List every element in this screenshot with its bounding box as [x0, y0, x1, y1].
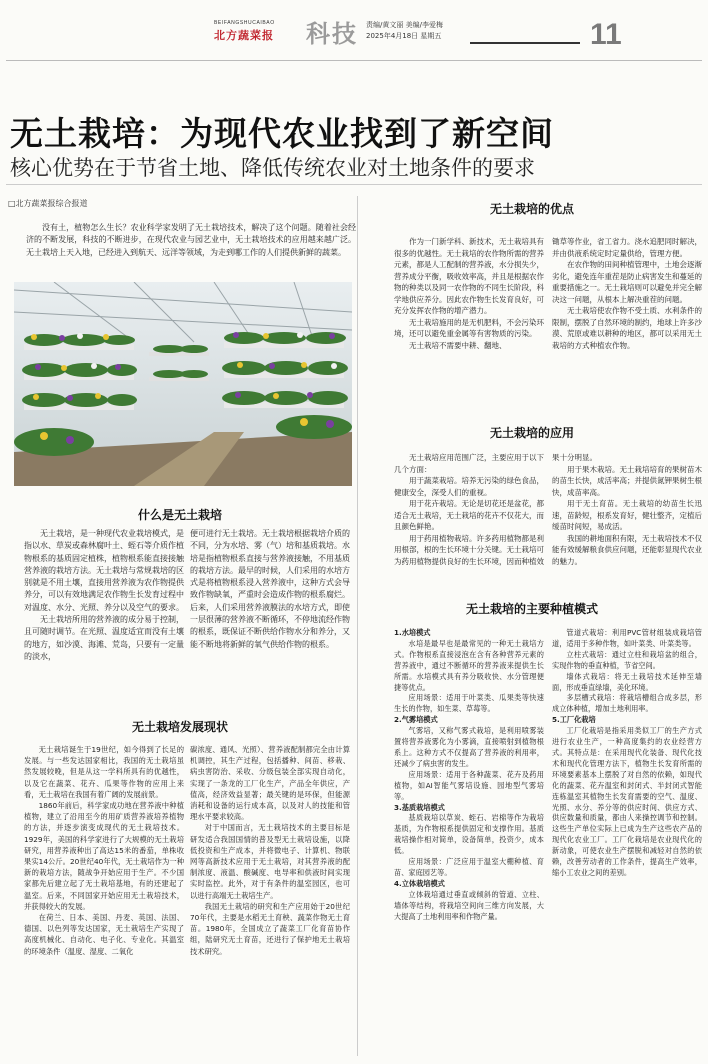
- paragraph: 果十分明显。: [552, 453, 597, 462]
- paragraph: 对于中国而言，无土栽培技术的主要目标是研发适合我国国情的普及型无土栽培设施，以降低投资和生产成本，并将微电子、计算机、物联网等高新技术应用于无土栽培，对其营养液的配制浓度、液温、酸碱度、电导率和供液时间实现实时监控。此外，对于有条件的温室园区，也可以进行高端无土栽培生产。: [190, 823, 350, 900]
- section-title-modes: 无土栽培的主要种植模式: [465, 602, 598, 616]
- paragraph: 应用场景：适用于叶菜类、瓜果类等快速生长的作物，如生菜、草莓等。: [394, 693, 544, 714]
- paragraph: 基质栽培以草炭、蛭石、岩棉等作为栽培基质，为作物根系提供固定和支撑作用。基质栽培操作相对简单，设备简单，投资少，成本低。: [394, 813, 544, 856]
- newspaper-logo: 北方蔬菜报: [214, 29, 274, 42]
- paragraph: 在荷兰、日本、美国、丹麦、英国、法国、德国、以色列等发达国家，无土栽培生产实现了高度机械化、自动化、电子化、专业化。其温室的环境条件（温度、湿度、二氧化: [24, 913, 184, 956]
- paragraph: 碳浓度、通风、光照）、营养液配制都完全由计算机调控，其生产过程，包括播种、间苗、移栽、病虫害防治、采收、分级包装全部实现自动化，实现了一条龙的工厂化生产，产品全年供应，产值高，经济效益显著；最关键的是环保，但能源消耗和设备的运行成本高，以及对人的技能和管理水平要求较高。: [190, 745, 350, 822]
- section-title-history: 无土栽培发展现状: [131, 720, 228, 734]
- section-title-what-is: 什么是无土栽培: [137, 508, 222, 522]
- paragraph: 气雾培，又称气雾式栽培，是利用喷雾装置将营养液雾化为小雾滴，直接喷射到植物根系上。这种方式不仅提高了营养液的利用率，还减少了病虫害的发生。: [394, 726, 544, 768]
- paragraph: 无土栽培不需要中耕、翻地、: [409, 340, 507, 350]
- paragraph: 无土栽培使农作物不受土质、水利条件的限制，摆脱了自然环境的制约，地球上许多沙漠、荒原或难以耕种的地区，都可以采用无土栽培的方式种植农作物。: [552, 306, 702, 350]
- paragraph: 锄草等作业，省工省力。浇水追肥同时解决，并由供液系统定时定量供给，管理方便。: [552, 237, 702, 258]
- what-is-right-column: [190, 528, 350, 651]
- paragraph: 多层槽式栽培：将栽培槽组合成多层，形成立体种植，增加土地利用率。: [552, 693, 702, 714]
- logo-pinyin: BEIFANGSHUCAIBAO: [214, 20, 275, 26]
- paragraph: 用于药用植物栽培。许多药用植物都是利用根部，根的生长环境十分关键。无土栽培可为药用植物提供良好的生长环境，因而种植效: [394, 533, 544, 566]
- section-title-applications: 无土栽培的应用: [489, 426, 574, 440]
- top-divider: [6, 60, 702, 61]
- greenhouse-photo: [14, 282, 352, 486]
- section-title-advantages: 无土栽培的优点: [489, 202, 574, 216]
- page-number: 11: [590, 18, 622, 51]
- header-divider: [470, 42, 580, 44]
- history-left-column: [24, 744, 184, 957]
- headline-divider: [6, 184, 702, 185]
- paragraph: 作为一门新学科、新技术，无土栽培具有很多的优越性。无土栽培的农作物所需的营养元素，都是人工配制的营养液，水分损失少，营养成分平衡，吸收效率高，并且是根据农作物的种类以及同一农作物的不同生长阶段，科学地供应养分。因此农作物生长发育良好，可充分发挥农作物的增产潜力。: [394, 237, 544, 315]
- advantages-right-column: [552, 236, 702, 351]
- what-is-left-column: [24, 528, 184, 663]
- paragraph: 便可进行无土栽培。无土栽培根据栽培介质的不同，分为水培、雾（气）培和基质栽培。水培是指植物根系直接与营养液接触，不用基质的栽培方法。最早的时候，人们采用的水培方式是将植物根系浸入营养液中，这种方式会导致作物缺氧，严重时会造成作物的根系腐烂。后来，人们采用营养液膜法的水培方式，即使一层很薄的营养液不断循环，不停地流经作物的根系，既保证不断供给作物水分和养分，又能不断地将新鲜的氧气供给作物的根系。: [190, 529, 350, 649]
- subheadline: 核心优势在于节省土地、降低传统农业对土地条件的要求: [10, 156, 535, 180]
- history-right-column: [190, 744, 350, 957]
- intro-paragraph: 没有土，植物怎么生长？农业科学家发明了无土栽培技术，解决了这个问题。随着社会经济的不断发展，科技的不断进步，在现代农业与园艺业中，无土栽培技术的应用越来越广泛。无土栽培上天入地，已经进入到航天、远洋等领域，为走到哪工作的人们提供新鲜的蔬菜。: [26, 223, 356, 257]
- paragraph: 1860年前后，科学家成功地在营养液中种植植物，建立了沿用至今的用矿质营养液培养植物的方法，并逐步演变成现代的无土栽培技术。1929年，美国的科学家进行了大规模的无土栽培研究，用营养液种出了高达15米的番茄，单株收果实14公斤。20世纪40年代，无土栽培作为一种新的栽培方法，随战争开始应用于生产。不少国家都先后建立起了无土栽培基地，有的还建起了温室。后来，不同国家开始应用无土栽培技术，并获得较大的发展。: [24, 801, 184, 911]
- issue-date: 2025年4月18日 星期五: [366, 32, 442, 40]
- paragraph: 用于果木栽培。无土栽培培育的果树苗木的苗生长快，成活率高；并提供氮钾果树生根快，成苗率高。: [552, 464, 702, 497]
- paragraph: 水培是最早也是最常见的一种无土栽培方式。作物根系直接浸泡在含有各种营养元素的营养液中，通过不断循环的营养液来提供生长所需。水培模式具有养分吸收快、水分管理便捷等优点。: [394, 638, 544, 692]
- mode-heading: 2.气雾培模式: [394, 715, 438, 725]
- paragraph: 立柱式栽培：通过立柱和栽培盆的组合，实现作物的垂直种植，节省空间。: [552, 649, 702, 670]
- applications-left-column: [394, 452, 544, 567]
- paragraph: 用于蔬菜栽培。培养无污染的绿色食品，健康安全，深受人们的重视。: [394, 476, 544, 497]
- mode-heading: 5.工厂化栽培: [552, 715, 596, 725]
- modes-left-column: [394, 628, 544, 922]
- byline: □北方蔬菜报综合报道: [8, 199, 88, 208]
- applications-right-column: [552, 452, 702, 567]
- mode-heading: 4.立体栽培模式: [394, 878, 445, 888]
- paragraph: 无土栽培施用的是无机肥料，不会污染环境，还可以避免重金属等有害物质的污染。: [394, 317, 544, 338]
- headline: 无土栽培：为现代农业找到了新空间: [10, 114, 554, 153]
- column-divider: [357, 196, 358, 1056]
- editor-credit: 责编/黄文丽 美编/李爱梅: [366, 21, 443, 29]
- paragraph: 无土栽培应用范围广泛，主要应用于以下几个方面：: [394, 453, 544, 474]
- paragraph: 应用场景：适用于各种蔬菜、花卉及药用植物，如AI智能气雾培设施、园地型气雾培等。: [394, 769, 544, 801]
- paragraph: 工厂化栽培是指采用类似工厂的生产方式进行农业生产，一种高度集约的农业经营方式。其特点是：在采用现代化装备、现代化技术和现代化管理方法下，植物生长发育所需的环境要素基本上摆脱了对自然的依赖，如现代化的蔬菜、花卉温室和封闭式、半封闭式智能连栋温室其植物生长发育需要的空气、温度、光照、水分、养分等的供应时间、供应方式、供应数量和质量，都由人来操控调节和控制。这些生产单位实际上已成为生产这些农产品的现代化农业工厂。工厂化栽培是农业现代化的新动象，可使农业生产摆脱和减轻对自然的依赖，改善劳动者的工作条件，提高生产效率，缩小工农业之间的差别。: [552, 726, 702, 877]
- advantages-left-column: [394, 236, 544, 351]
- paragraph: 墙体式栽培：将无土栽培技术延伸至墙面，形成垂直绿墙，美化环境。: [552, 671, 702, 692]
- paragraph: 无土栽培所用的营养液的成分易于控制，且可随时调节。在光照、温度适宜而没有土壤的地方，如沙漠、海滩、荒岛，只要有一定量的淡水，: [24, 615, 184, 661]
- mode-heading: 3.基质栽培模式: [394, 802, 445, 812]
- paragraph: 无土栽培诞生于19世纪，如今得到了长足的发展。与一些发达国家相比，我国的无土栽培虽然发展较晚，但是从这一学科所具有的优越性，以及它在蔬菜、花卉、瓜果等作物的应用上来看，无土栽培在我国有着广阔的发展前景。: [24, 745, 184, 799]
- paragraph: 在农作物的田间种植管理中，土地会逐渐劣化，避免连年重茬是防止病害发生和蔓延的重要措施之一。无土栽培则可以避免并完全解决这一问题，从根本上解决重茬的问题。: [552, 260, 702, 304]
- mode-heading: 1.水培模式: [394, 628, 431, 637]
- paragraph: 我国无土栽培的研究和生产应用始于20世纪70年代，主要是水稻无土育秧、蔬菜作物无土育苗。1980年，全国成立了蔬菜工厂化育苗协作组，陆研究无土育苗，还进行了保护地无土栽培技术研究。: [190, 901, 350, 956]
- paragraph: 我国的耕地面积有限，无土栽培技术不仅能有效缓解粮食供应问题，还能彰显现代农业的魅力。: [552, 533, 702, 566]
- paragraph: 用于花卉栽培。无论是切花还是盆花，都适合无土栽培，无土栽培的花卉不仅花大，而且颜色鲜艳。: [394, 499, 544, 531]
- paragraph: 管道式栽培：利用PVC管材组装成栽培管道，适用于多种作物，如叶菜类、叶菜类等。: [552, 628, 702, 648]
- paragraph: 应用场景：广泛应用于温室大棚种植、育苗、家庭园艺等。: [394, 857, 544, 877]
- paragraph: 用于无土育苗。无土栽培的幼苗生长迅速，苗龄短，根系发育好，健壮整齐，定植后缓苗时间短，易成活。: [552, 499, 702, 531]
- section-name: 科技: [306, 20, 358, 48]
- paragraph: 无土栽培，是一种现代农业栽培模式，是指以水、草炭或森林腐叶土、蛭石等介质作植物根系的基质固定植株，植物根系能直接接触营养液的栽培方法。无土栽培与常规栽培的区别就是不用土壤，直接用营养液为农作物提供养分，可以有效地满足农作物生长发育过程中对温度、水分、光照、养分以及空气的要求。: [24, 529, 184, 612]
- paragraph: 立体栽培通过垂直或倾斜的管道、立柱、墙体等结构，将栽培空间向三维方向发展，大大提高了土地利用率和作物产量。: [394, 889, 544, 921]
- modes-right-column: [552, 628, 702, 879]
